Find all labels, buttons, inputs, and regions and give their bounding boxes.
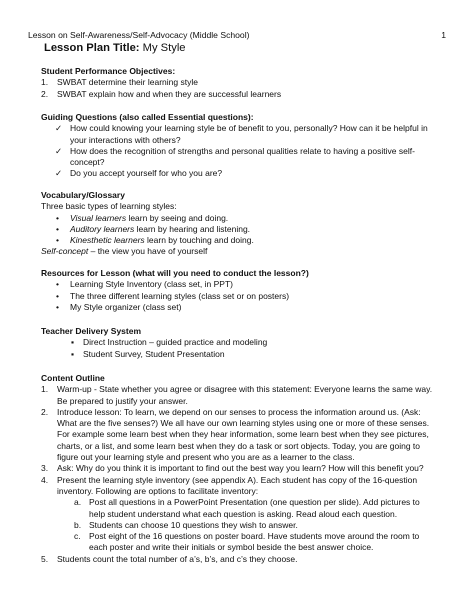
sub-list-item <box>41 531 446 554</box>
list-item <box>41 407 446 463</box>
bullet-icon: • <box>56 235 59 246</box>
content-section <box>41 373 446 565</box>
self-concept-line <box>41 246 446 257</box>
item-line: Introduce lesson: To learn, we depend on our senses to process the information around us. (Ask: <box>57 406 421 417</box>
list-item <box>41 554 446 565</box>
vocab-definition: learn by touching and doing. <box>144 235 254 246</box>
bullet-square-icon: ▪ <box>71 337 75 348</box>
bullet-icon: • <box>56 279 59 290</box>
sub-list-item <box>41 497 446 520</box>
objectives-heading: Student Performance Objectives: <box>41 66 176 76</box>
delivery-heading: Teacher Delivery System <box>41 326 142 336</box>
list-item <box>41 302 446 313</box>
list-item <box>41 168 446 179</box>
sub-list-item <box>41 520 446 531</box>
check-icon: ✓ <box>55 123 63 134</box>
guiding-section <box>41 112 446 180</box>
vocab-definition: learn by hearing and listening. <box>134 223 251 234</box>
delivery-section <box>41 326 446 360</box>
resources-section <box>41 268 446 313</box>
item-number: 2. <box>41 88 49 99</box>
item-number: 5. <box>41 553 49 564</box>
vocab-intro: Three basic types of learning styles: <box>41 201 177 212</box>
item-line: inventory. Following are options to facilitate inventory: <box>57 485 259 496</box>
objectives-section <box>41 66 446 100</box>
item-text: SWBAT explain how and when they are successful learners <box>57 88 282 99</box>
page-number: 1 <box>441 30 446 40</box>
item-line: How does the recognition of strengths and personal qualities relate to having a positive self- <box>70 145 415 156</box>
item-letter: a. <box>74 497 82 508</box>
lesson-title-label: Lesson Plan Title: <box>44 42 140 54</box>
bullet-icon: • <box>56 223 59 234</box>
item-text: Learning Style Inventory (class set, in PPT) <box>70 279 233 290</box>
bullet-icon: • <box>56 301 59 312</box>
vocab-heading: Vocabulary/Glossary <box>41 190 125 200</box>
item-line: charts, or a list, and some learn best when they do a task or sort objects. Today, you are going to <box>57 440 421 451</box>
page-header <box>28 30 446 40</box>
list-item <box>41 77 446 88</box>
lesson-title <box>44 42 186 54</box>
item-line: each poster and write their initials or symbol beside the best answer choice. <box>89 542 374 553</box>
item-letter: c. <box>74 531 81 542</box>
bullet-square-icon: ▪ <box>71 348 75 359</box>
lesson-title-value: My Style <box>142 42 186 54</box>
list-item <box>41 291 446 302</box>
item-text: SWBAT determine their learning style <box>57 77 198 88</box>
item-line: Post all questions in a PowerPoint Presentation (one question per slide). Add pictures to <box>89 497 420 508</box>
list-item <box>41 123 446 146</box>
vocab-definition: – the view you have of yourself <box>88 246 208 257</box>
item-line: Students count the total number of a’s, b’s, and c’s they choose. <box>57 553 298 564</box>
vocab-term: Kinesthetic learners <box>70 235 145 246</box>
item-text: The three different learning styles (class set or on posters) <box>70 290 290 301</box>
list-item <box>41 235 446 246</box>
item-number: 4. <box>41 474 49 485</box>
list-item <box>41 213 446 224</box>
item-line: Post eight of the 16 questions on poster board. Have students move around the room to <box>89 531 420 542</box>
item-line: your interactions with others? <box>70 134 181 145</box>
list-item <box>41 463 446 474</box>
item-number: 1. <box>41 77 49 88</box>
item-line: What are the five senses?) We all have our own learning styles using one or more of these senses. <box>57 418 430 429</box>
item-line: figure out your learning style and present who you are as a learner to the class. <box>57 452 355 463</box>
item-text: Direct Instruction – guided practice and modeling <box>83 337 268 348</box>
item-number: 3. <box>41 463 49 474</box>
list-item <box>41 349 446 360</box>
bullet-icon: • <box>56 290 59 301</box>
item-line: How could knowing your learning style be of benefit to you, personally? How can it be helpful in <box>70 123 428 134</box>
list-item <box>41 146 446 169</box>
item-number: 2. <box>41 406 49 417</box>
resources-heading: Resources for Lesson (what will you need to conduct the lesson?) <box>41 268 309 278</box>
guiding-heading: Guiding Questions (also called Essential questions): <box>41 112 254 122</box>
item-line: help student understand what each question is asking. Read aloud each question. <box>89 508 398 519</box>
check-icon: ✓ <box>55 168 63 179</box>
list-item <box>41 89 446 100</box>
list-item <box>41 384 446 407</box>
item-line: Students can choose 10 questions they wish to answer. <box>89 519 298 530</box>
vocab-term: Self-concept <box>41 246 89 257</box>
item-line: Be prepared to justify your answer. <box>57 395 188 406</box>
item-line: Present the learning style inventory (see appendix A). Each student has copy of the 16-question <box>57 474 418 485</box>
list-item <box>41 337 446 348</box>
item-letter: b. <box>74 519 82 530</box>
item-line: Warm-up - State whether you agree or disagree with this statement: Everyone learns the same way. <box>57 384 433 395</box>
content-heading: Content Outline <box>41 373 105 383</box>
item-text: My Style organizer (class set) <box>70 301 182 312</box>
vocab-definition: learn by seeing and doing. <box>126 212 229 223</box>
item-line: Do you accept yourself for who you are? <box>70 168 223 179</box>
course-title: Lesson on Self-Awareness/Self-Advocacy (Middle School) <box>28 30 250 40</box>
list-item <box>41 279 446 290</box>
item-line: Ask: Why do you think it is important to find out the best way you learn? How will this benefit you? <box>57 463 424 474</box>
vocab-section <box>41 190 446 258</box>
vocab-term: Auditory learners <box>70 223 135 234</box>
item-number: 1. <box>41 384 49 395</box>
item-line: concept? <box>70 157 105 168</box>
vocab-term: Visual learners <box>70 212 127 223</box>
item-line: For example some learn best when they hear information, some learn best when they see pictures, <box>57 429 429 440</box>
check-icon: ✓ <box>55 145 63 156</box>
bullet-icon: • <box>56 212 59 223</box>
item-text: Student Survey, Student Presentation <box>83 348 225 359</box>
list-item <box>41 224 446 235</box>
list-item <box>41 475 446 498</box>
